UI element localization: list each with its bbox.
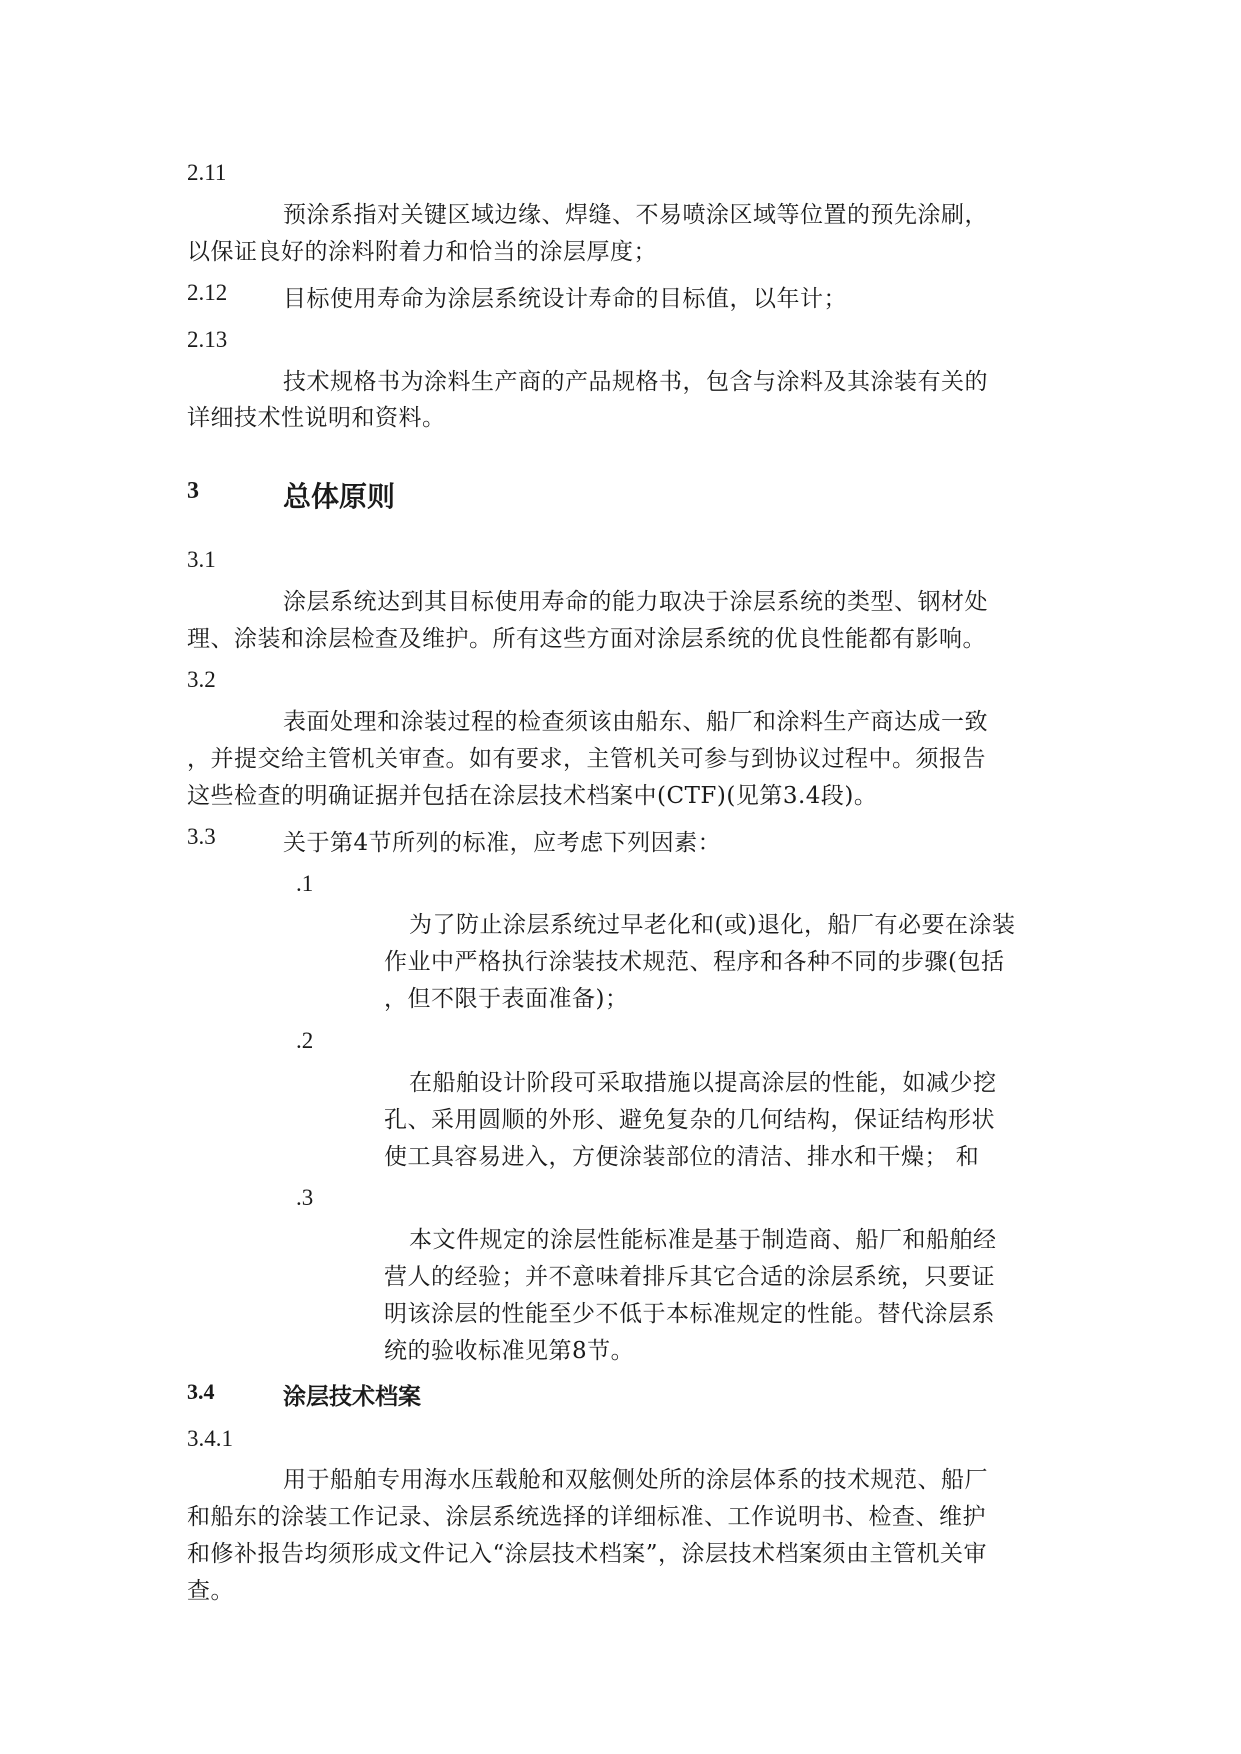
paragraph-line: 和船东的涂装工作记录、涂层系统选择的详细标准、工作说明书、检查、维护 <box>187 1504 986 1530</box>
paragraph-line: 查。 <box>187 1578 234 1604</box>
paragraph-line: 表面处理和涂装过程的检查须该由船东、船厂和涂料生产商达成一致 <box>283 709 988 735</box>
paragraph-line: 这些检查的明确证据并包括在涂层技术档案中(CTF)(见第3.4段)。 <box>187 783 878 809</box>
paragraph-line: ，并提交给主管机关审查。如有要求，主管机关可参与到协议过程中。须报告 <box>187 746 986 772</box>
list-item-line: 明该涂层的性能至少不低于本标准规定的性能。替代涂层系 <box>384 1301 995 1327</box>
section-number-3-1: 3.1 <box>187 547 216 572</box>
paragraph-line: 涂层系统达到其目标使用寿命的能力取决于涂层系统的类型、钢材处 <box>283 589 988 615</box>
list-item-line: 作业中严格执行涂装技术规范、程序和各种不同的步骤(包括 <box>384 949 1005 975</box>
paragraph-line: 理、涂装和涂层检查及维护。所有这些方面对涂层系统的优良性能都有影响。 <box>187 626 986 652</box>
list-item-number-1: .1 <box>296 871 314 896</box>
list-item-line: ，但不限于表面准备)； <box>384 986 629 1012</box>
paragraph-line: 技术规格书为涂料生产商的产品规格书，包含与涂料及其涂装有关的 <box>283 369 988 395</box>
paragraph-line: 用于船舶专用海水压载舱和双舷侧处所的涂层体系的技术规范、船厂 <box>283 1467 988 1493</box>
section-number-2-12: 2.12 <box>187 280 228 305</box>
section-number-3-3: 3.3 <box>187 824 216 849</box>
section-number-3-4-1: 3.4.1 <box>187 1426 233 1451</box>
paragraph-line: 和修补报告均须形成文件记入“涂层技术档案”，涂层技术档案须由主管机关审 <box>187 1541 988 1567</box>
list-item-line: 孔、采用圆顺的外形、避免复杂的几何结构，保证结构形状 <box>384 1107 995 1133</box>
paragraph-line: 详细技术性说明和资料。 <box>187 405 446 431</box>
paragraph-line: 关于第4节所列的标准，应考虑下列因素： <box>283 830 722 856</box>
paragraph-line: 以保证良好的涂料附着力和恰当的涂层厚度； <box>187 239 657 265</box>
list-item-line: 使工具容易进入，方便涂装部位的清洁、排水和干燥； 和 <box>384 1144 980 1170</box>
paragraph-line: 目标使用寿命为涂层系统设计寿命的目标值，以年计； <box>283 286 847 312</box>
heading-coating-technical-file: 涂层技术档案 <box>283 1384 421 1410</box>
section-number-2-13: 2.13 <box>187 327 228 352</box>
list-item-line: 统的验收标准见第8节。 <box>384 1338 635 1364</box>
list-item-number-2: .2 <box>296 1028 314 1053</box>
section-number-3-2: 3.2 <box>187 667 216 692</box>
list-item-number-3: .3 <box>296 1185 314 1210</box>
list-item-line: 营人的经验；并不意味着排斥其它合适的涂层系统，只要证 <box>384 1264 995 1290</box>
list-item-line: 本文件规定的涂层性能标准是基于制造商、船厂和船舶经 <box>409 1227 997 1253</box>
section-number-2-11: 2.11 <box>187 160 227 185</box>
heading-general-principles: 总体原则 <box>283 480 396 513</box>
heading-number-3: 3 <box>187 478 199 504</box>
list-item-line: 为了防止涂层系统过早老化和(或)退化，船厂有必要在涂装 <box>409 912 1016 938</box>
heading-number-3-4: 3.4 <box>187 1379 215 1404</box>
list-item-line: 在船舶设计阶段可采取措施以提高涂层的性能，如减少挖 <box>409 1070 997 1096</box>
paragraph-line: 预涂系指对关键区域边缘、焊缝、不易喷涂区域等位置的预先涂刷， <box>283 202 988 228</box>
